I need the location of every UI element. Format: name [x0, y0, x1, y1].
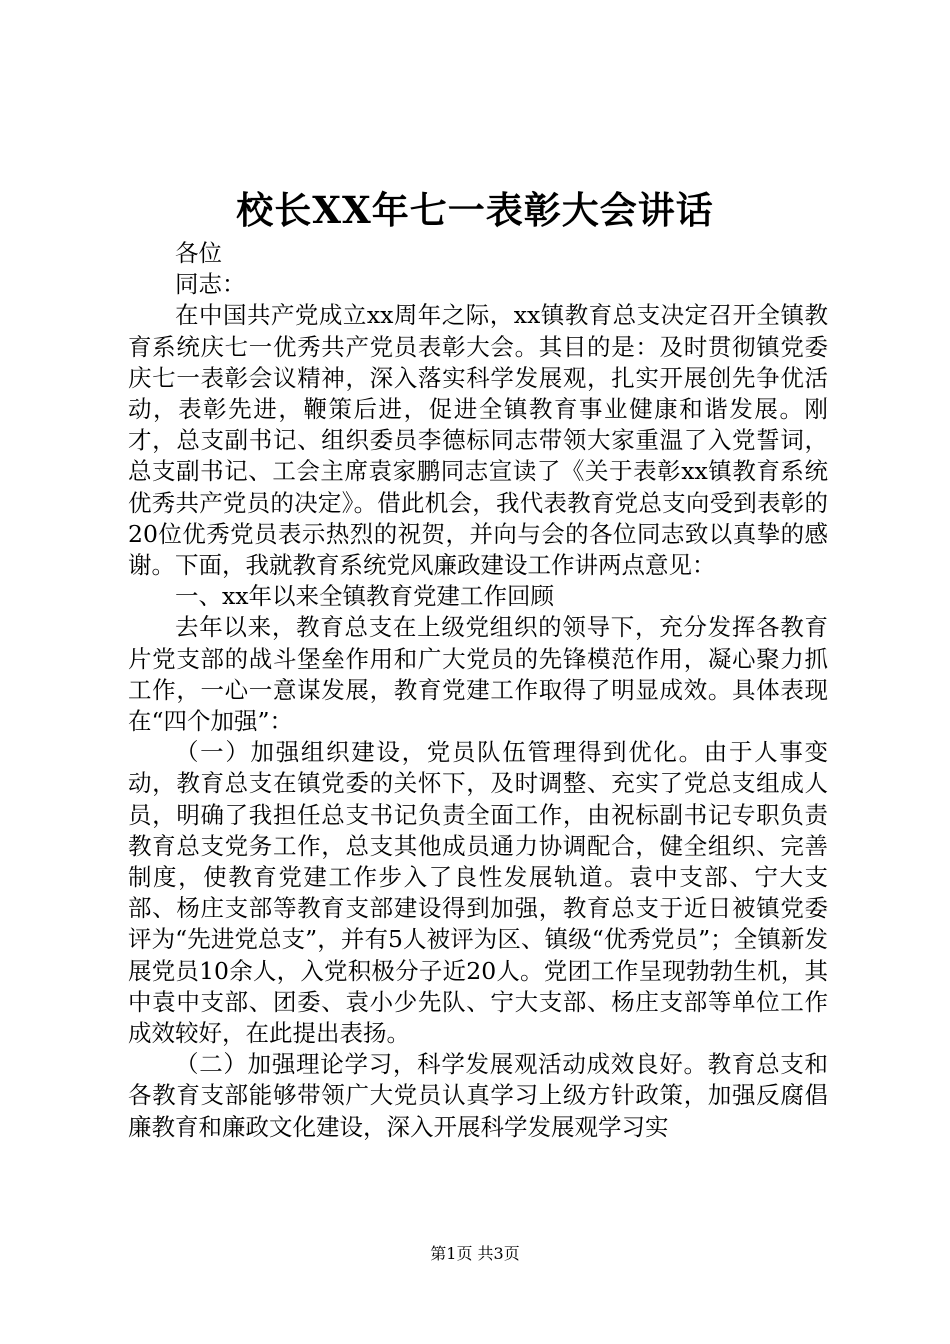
greeting-line-2: 同志： [175, 270, 246, 299]
page-footer: 第1页 共3页 [430, 1244, 520, 1263]
paragraph-theory: （二）加强理论学习，科学发展观活动成效良好。教育总支和各教育支部能够带领广大党员认真学习上级方针政策，加强反腐倡廉教育和廉政文化建设，深入开展科学发展观学习实 [128, 1050, 828, 1141]
paragraph-intro: 在中国共产党成立xx周年之际，xx镇教育总支决定召开全镇教育系统庆七一优秀共产党员表彰大会。其目的是：及时贯彻镇党委庆七一表彰会议精神，深入落实科学发展观，扎实开展创先争优活动，表彰先进，鞭策后进，促进全镇教育事业健康和谐发展。刚才，总支副书记、组织委员李德标同志带领大家重温了入党誓词，总支副书记、工会主席袁家鹏同志宣读了《关于表彰xx镇教育系统优秀共产党员的决定》。借此机会，我代表教育党总支向受到表彰的20位优秀党员表示热烈的祝贺，并向与会的各位同志致以真挚的感谢。下面，我就教育系统党风廉政建设工作讲两点意见： [128, 301, 828, 580]
section-heading-1: 一、xx年以来全镇教育党建工作回顾 [175, 582, 555, 611]
paragraph-organization: （一）加强组织建设，党员队伍管理得到优化。由于人事变动，教育总支在镇党委的关怀下，及时调整、充实了党总支组成人员，明确了我担任总支书记负责全面工作，由祝标副书记专职负责教育总支党务工作，总支其他成员通力协调配合，健全组织、完善制度，使教育党建工作步入了良性发展轨道。袁中支部、宁大支部、杨庄支部等教育支部建设得到加强，教育总支于近日被镇党委评为“先进党总支”，并有5人被评为区、镇级“优秀党员”；全镇新发展党员10余人，入党积极分子近20人。党团工作呈现勃勃生机，其中袁中支部、团委、袁小少先队、宁大支部、杨庄支部等单位工作成效较好，在此提出表扬。 [128, 738, 828, 1048]
greeting-line-1: 各位 [175, 239, 222, 267]
document-body [128, 238, 828, 1143]
paragraph-review: 去年以来，教育总支在上级党组织的领导下，充分发挥各教育片党支部的战斗堡垒作用和广大党员的先锋模范作用，凝心聚力抓工作，一心一意谋发展，教育党建工作取得了明显成效。具体表现在“四个加强”： [128, 613, 828, 736]
document-title: 校长XX年七一表彰大会讲话 [236, 188, 714, 232]
